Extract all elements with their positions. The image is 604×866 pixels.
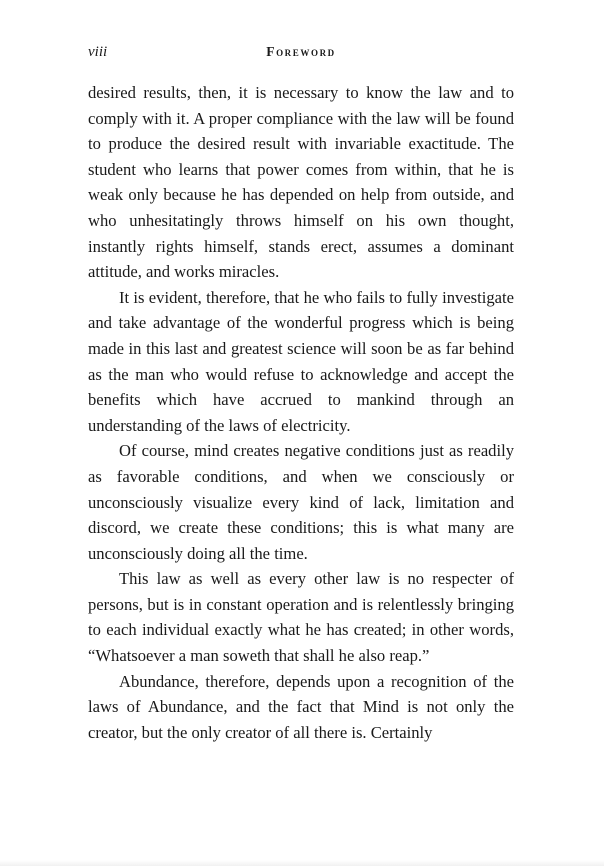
page-header (88, 42, 514, 62)
paragraph-4: This law as well as every other law is no respecter of persons, but is in constant operation and is relentlessly bringing to each individual exactly what he has created; in other words, “Whatsoever a man soweth that shall he also reap.” (88, 569, 514, 666)
paragraph-5: Abundance, therefore, depends upon a recognition of the laws of Abundance, and the fact that Mind is not only the creator, but the only creator of all there is. Certainly (88, 671, 514, 742)
running-head: Foreword (266, 44, 336, 59)
body-text (88, 80, 514, 745)
paragraph-3: Of course, mind creates negative conditions just as readily as favorable conditions, and when we consciously or unconsciously visualize every kind of lack, limitation and discord, we create these conditions; this is what many are unconsciously doing all the time. (88, 441, 514, 563)
paragraph-1: desired results, then, it is necessary to know the law and to comply with it. A proper compliance with the law will be found to produce the desired result with invariable exactitude. The student who learns that power comes from within, that he is weak only because he has depended on help from outside, and who unhesitatingly throws himself on his own thought, instantly rights himself, stands erect, assumes a dominant attitude, and works miracles. (88, 83, 514, 282)
page-bottom-edge (0, 860, 604, 866)
paragraph-2: It is evident, therefore, that he who fails to fully investigate and take advantage of the wonderful progress which is being made in this last and greatest science will soon be as far behind as the man who would refuse to acknowledge and accept the benefits which have accrued to mankind through an understanding of the laws of electricity. (88, 287, 514, 435)
page-number: viii (88, 44, 108, 60)
